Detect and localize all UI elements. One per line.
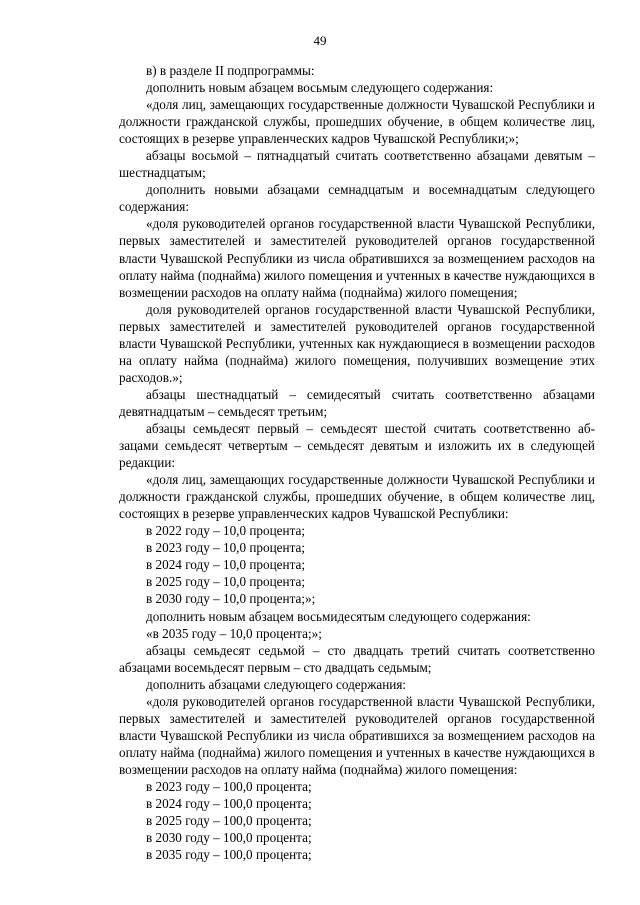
paragraph: дополнить новым абзацем восьмым следующего содержания:	[146, 80, 494, 96]
paragraph: абзацы семьдесят седьмой – сто двадцать третий считать соответственно абзацами восемьдесят первым – сто двадцать седьмым;	[119, 642, 595, 675]
list-item: в 2024 году – 100,0 процента;	[146, 796, 312, 812]
list-item: в 2025 году – 100,0 процента;	[146, 813, 312, 829]
list-item: в 2023 году – 10,0 процента;	[146, 540, 306, 556]
paragraph: дополнить новыми абзацами семнадцатым и восемнадцатым следующего содержания:	[119, 182, 595, 215]
paragraph: абзацы шестнадцатый – семидесятый считать соответственно абзацами девятнадцатым – семьдесят третьим;	[119, 386, 595, 419]
paragraph: абзацы семьдесят первый – семьдесят шестой считать соответственно абзацами семьдесят четвертым – семьдесят девятым и изложить их в следующей редакции:	[119, 420, 595, 471]
paragraph: доля руководителей органов государственной власти Чувашской Республики, первых заместителей и заместителей руководителей органов государственной власти Чувашской Республики, учтенных как нуждающиеся в возмещении расходов на оплату найма (поднайма) жилого помещения, получивших возмещение этих расходов.»;	[119, 301, 595, 385]
paragraph: «доля руководителей органов государственной власти Чувашской Республики, первых заместителей и заместителей руководителей органов государственной власти Чувашской Республики из числа обратившихся за возмещением расходов на оплату найма (поднайма) жилого помещения и учтенных в качестве нуждающихся в возмещении расходов на оплату найма (поднайма) жилого помещения;	[119, 216, 595, 300]
document-body	[119, 62, 595, 863]
paragraph: «доля руководителей органов государственной власти Чувашской Республики, первых заместителей и заместителей руководителей органов государственной власти Чувашской Республики из числа обратившихся за возмещением расходов на оплату найма (поднайма) жилого помещения и учтенных в качестве нуждающихся в возмещении расходов на оплату найма (поднайма) жилого помещения:	[119, 693, 595, 777]
paragraph: дополнить новым абзацем восьмидесятым следующего содержания:	[146, 608, 531, 624]
list-item: в 2022 году – 10,0 процента;	[146, 523, 306, 539]
paragraph: в) в разделе II подпрограммы:	[146, 63, 315, 78]
list-item: «в 2035 году – 10,0 процента;»;	[146, 625, 322, 641]
list-item: в 2024 году – 10,0 процента;	[146, 557, 306, 573]
paragraph: «доля лиц, замещающих государственные должности Чувашской Республики и должности гражданской службы, прошедших обучение, в общем количестве лиц, состоящих в резерве управленческих кадров Чувашской Республики;»;	[119, 97, 595, 147]
list-item: в 2023 году – 100,0 процента;	[146, 778, 312, 794]
list-item: в 2025 году – 10,0 процента;	[146, 574, 306, 590]
paragraph: дополнить абзацами следующего содержания:	[146, 676, 407, 692]
list-item: в 2030 году – 10,0 процента;»;	[146, 591, 316, 607]
paragraph: абзацы восьмой – пятнадцатый считать соответственно абзацами девятым – шестнадцатым;	[119, 148, 595, 181]
page-number: 49	[313, 33, 327, 48]
paragraph: «доля лиц, замещающих государственные должности Чувашской Республики и должности гражданской службы, прошедших обучение, в общем количестве лиц, состоящих в резерве управленческих кадров Чувашской Республики:	[119, 472, 595, 522]
list-item: в 2030 году – 100,0 процента;	[146, 830, 312, 846]
list-item: в 2035 году – 100,0 процента;	[146, 847, 312, 863]
